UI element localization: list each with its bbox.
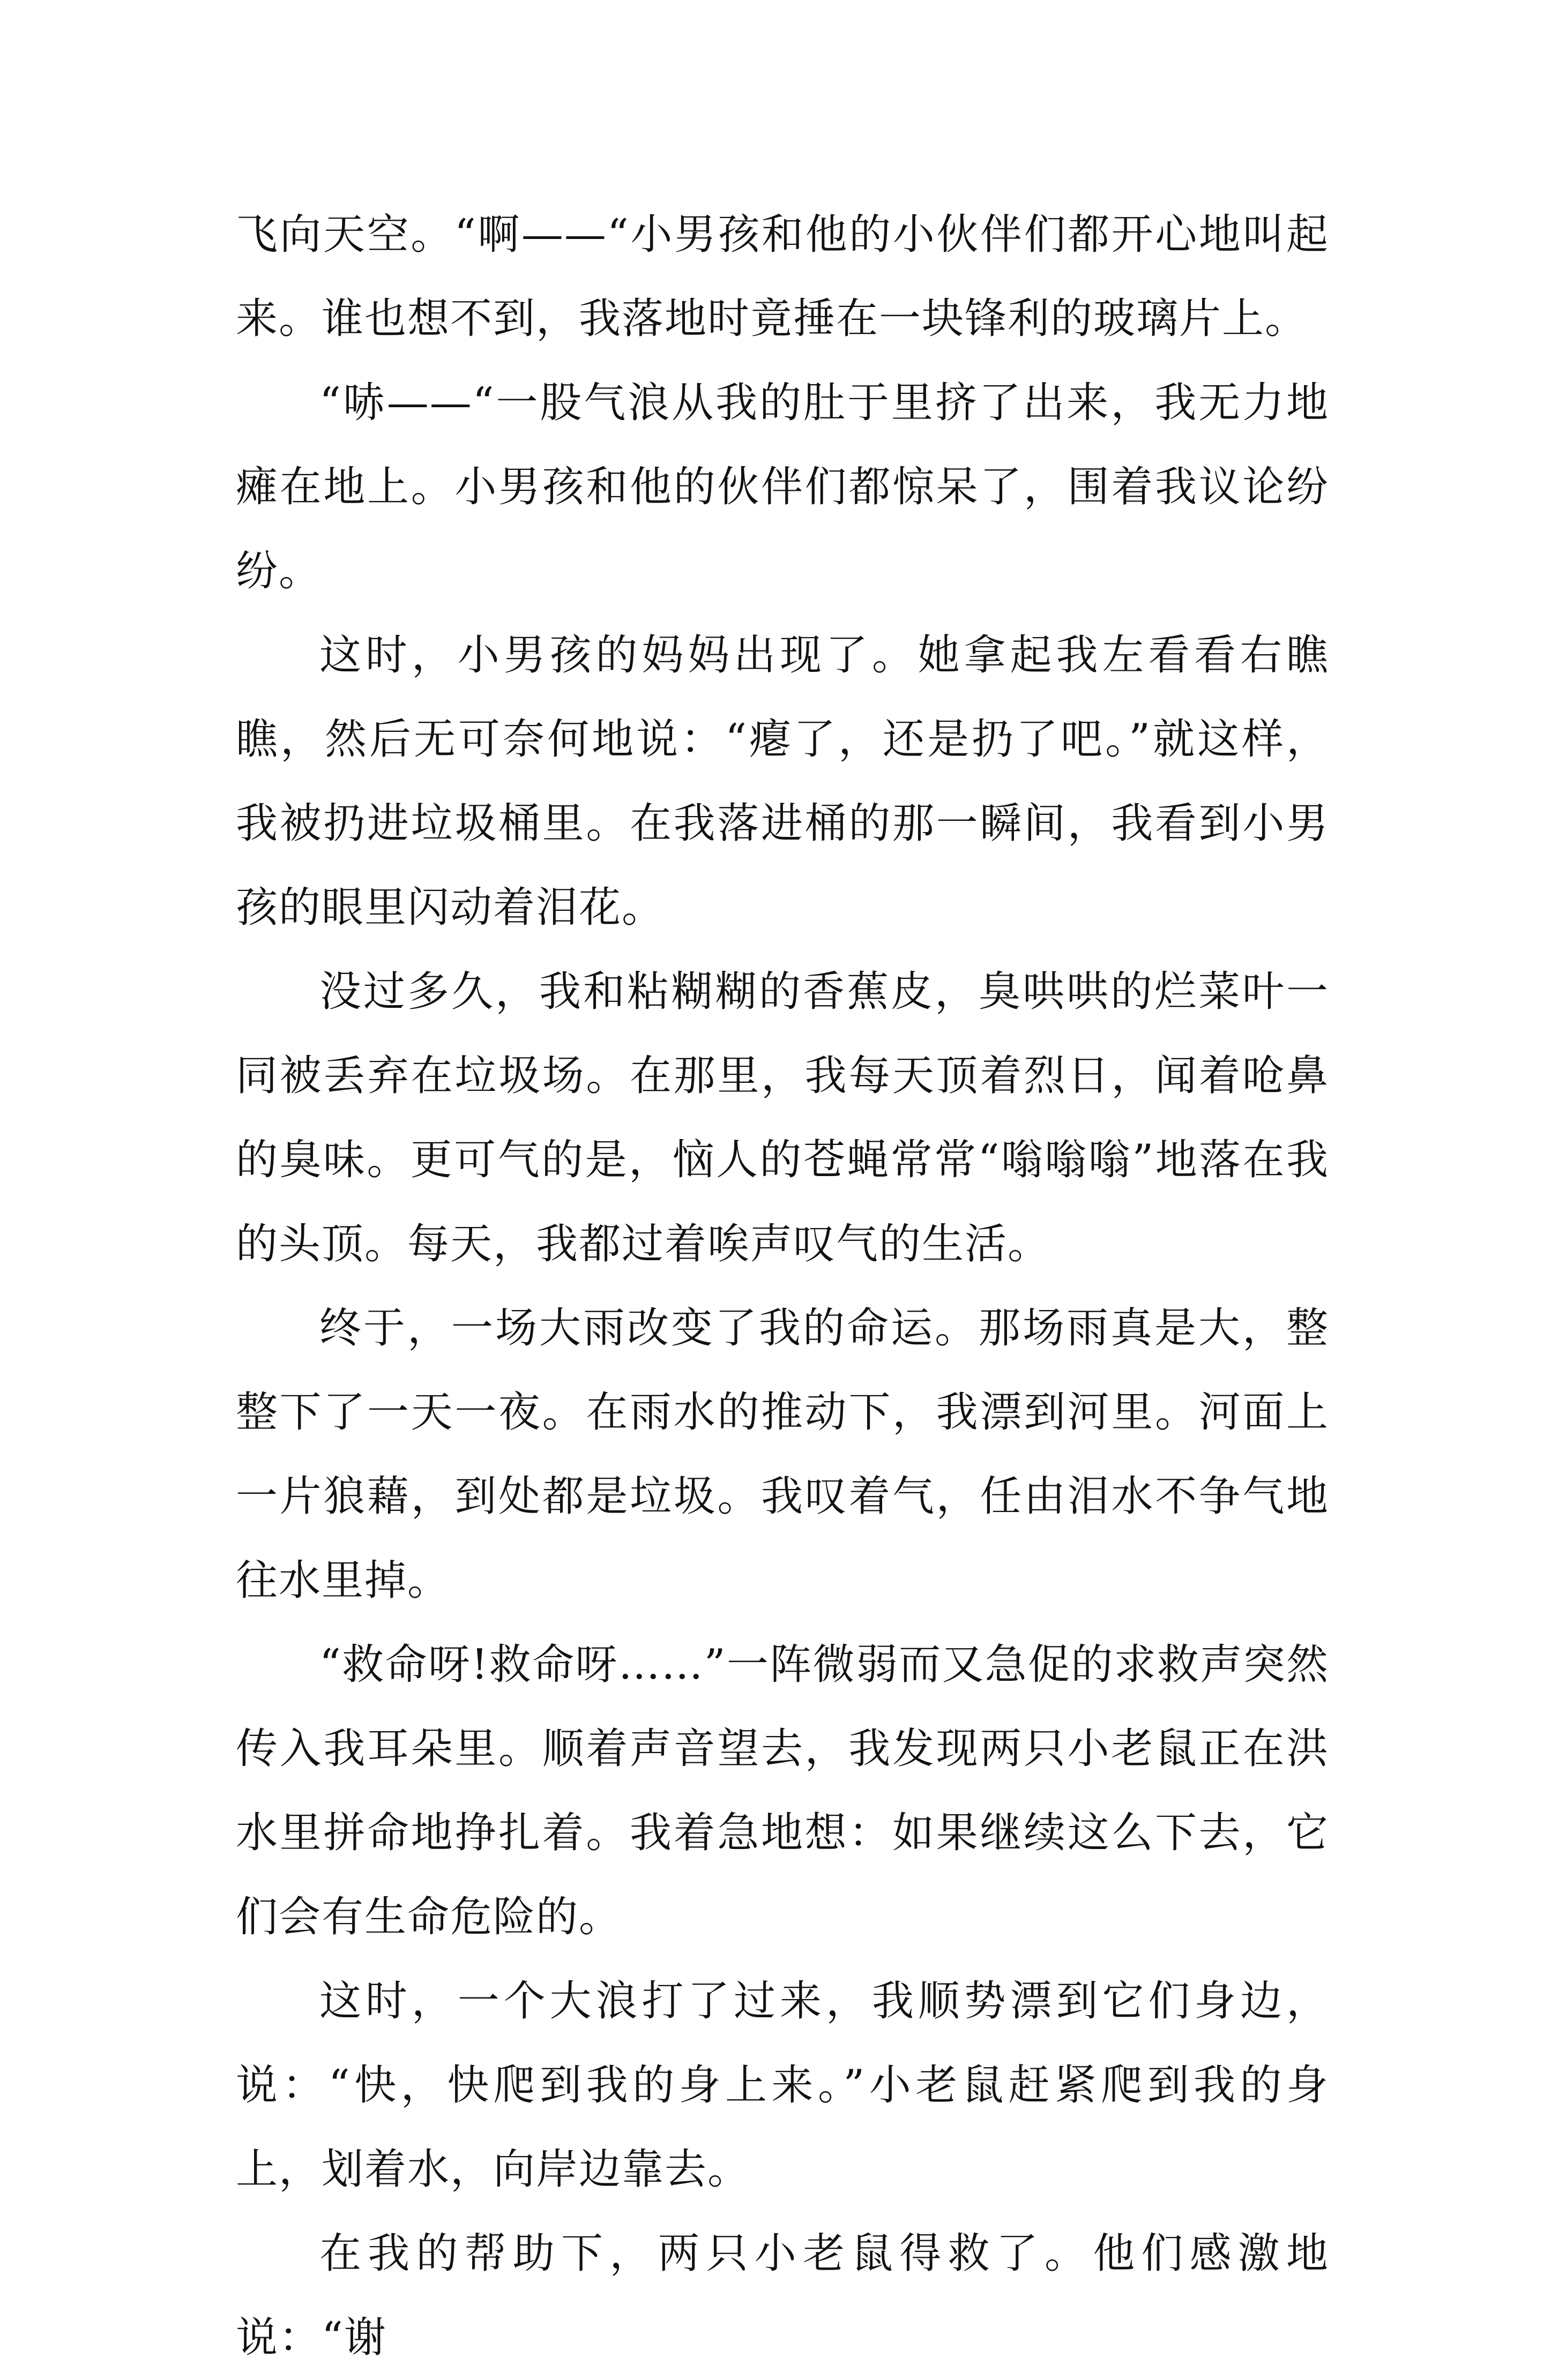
paragraph-3: 这时，小男孩的妈妈出现了。她拿起我左看看右瞧瞧，然后无可奈何地说：“瘪了，还是扔了吧。”就这样，我被扔进垃圾桶里。在我落进桶的那一瞬间，我看到小男孩的眼里闪动着泪花。	[236, 631, 1329, 932]
paragraph-4: 没过多久，我和粘糊糊的香蕉皮，臭哄哄的烂菜叶一同被丢弃在垃圾场。在那里，我每天顶着烈日，闻着呛鼻的臭味。更可气的是，恼人的苍蝇常常“嗡嗡嗡”地落在我的头顶。每天，我都过着唉声叹气的生活。	[236, 968, 1329, 1268]
story-text	[236, 193, 1329, 2380]
paragraph-8: 在我的帮助下，两只小老鼠得救了。他们感激地说：“谢	[236, 2229, 1329, 2362]
paragraph-6: “救命呀!救命呀……”一阵微弱而又急促的求救声突然传入我耳朵里。顺着声音望去，我发现两只小老鼠正在洪水里拼命地挣扎着。我着急地想：如果继续这么下去，它们会有生命危险的。	[236, 1641, 1329, 1941]
paragraph-2: “哧——“一股气浪从我的肚于里挤了出来，我无力地瘫在地上。小男孩和他的伙伴们都惊呆了，围着我议论纷纷。	[236, 379, 1329, 595]
paragraph-5: 终于，一场大雨改变了我的命运。那场雨真是大，整整下了一天一夜。在雨水的推动下，我漂到河里。河面上一片狼藉，到处都是垃圾。我叹着气，任由泪水不争气地往水里掉。	[236, 1304, 1329, 1605]
paragraph-1: 飞向天空。“啊——“小男孩和他的小伙伴们都开心地叫起来。谁也想不到，我落地时竟捶在一块锋利的玻璃片上。	[236, 211, 1329, 343]
paragraph-7: 这时，一个大浪打了过来，我顺势漂到它们身边，说：“快，快爬到我的身上来。”小老鼠赶紧爬到我的身上，划着水，向岸边靠去。	[236, 1977, 1329, 2194]
